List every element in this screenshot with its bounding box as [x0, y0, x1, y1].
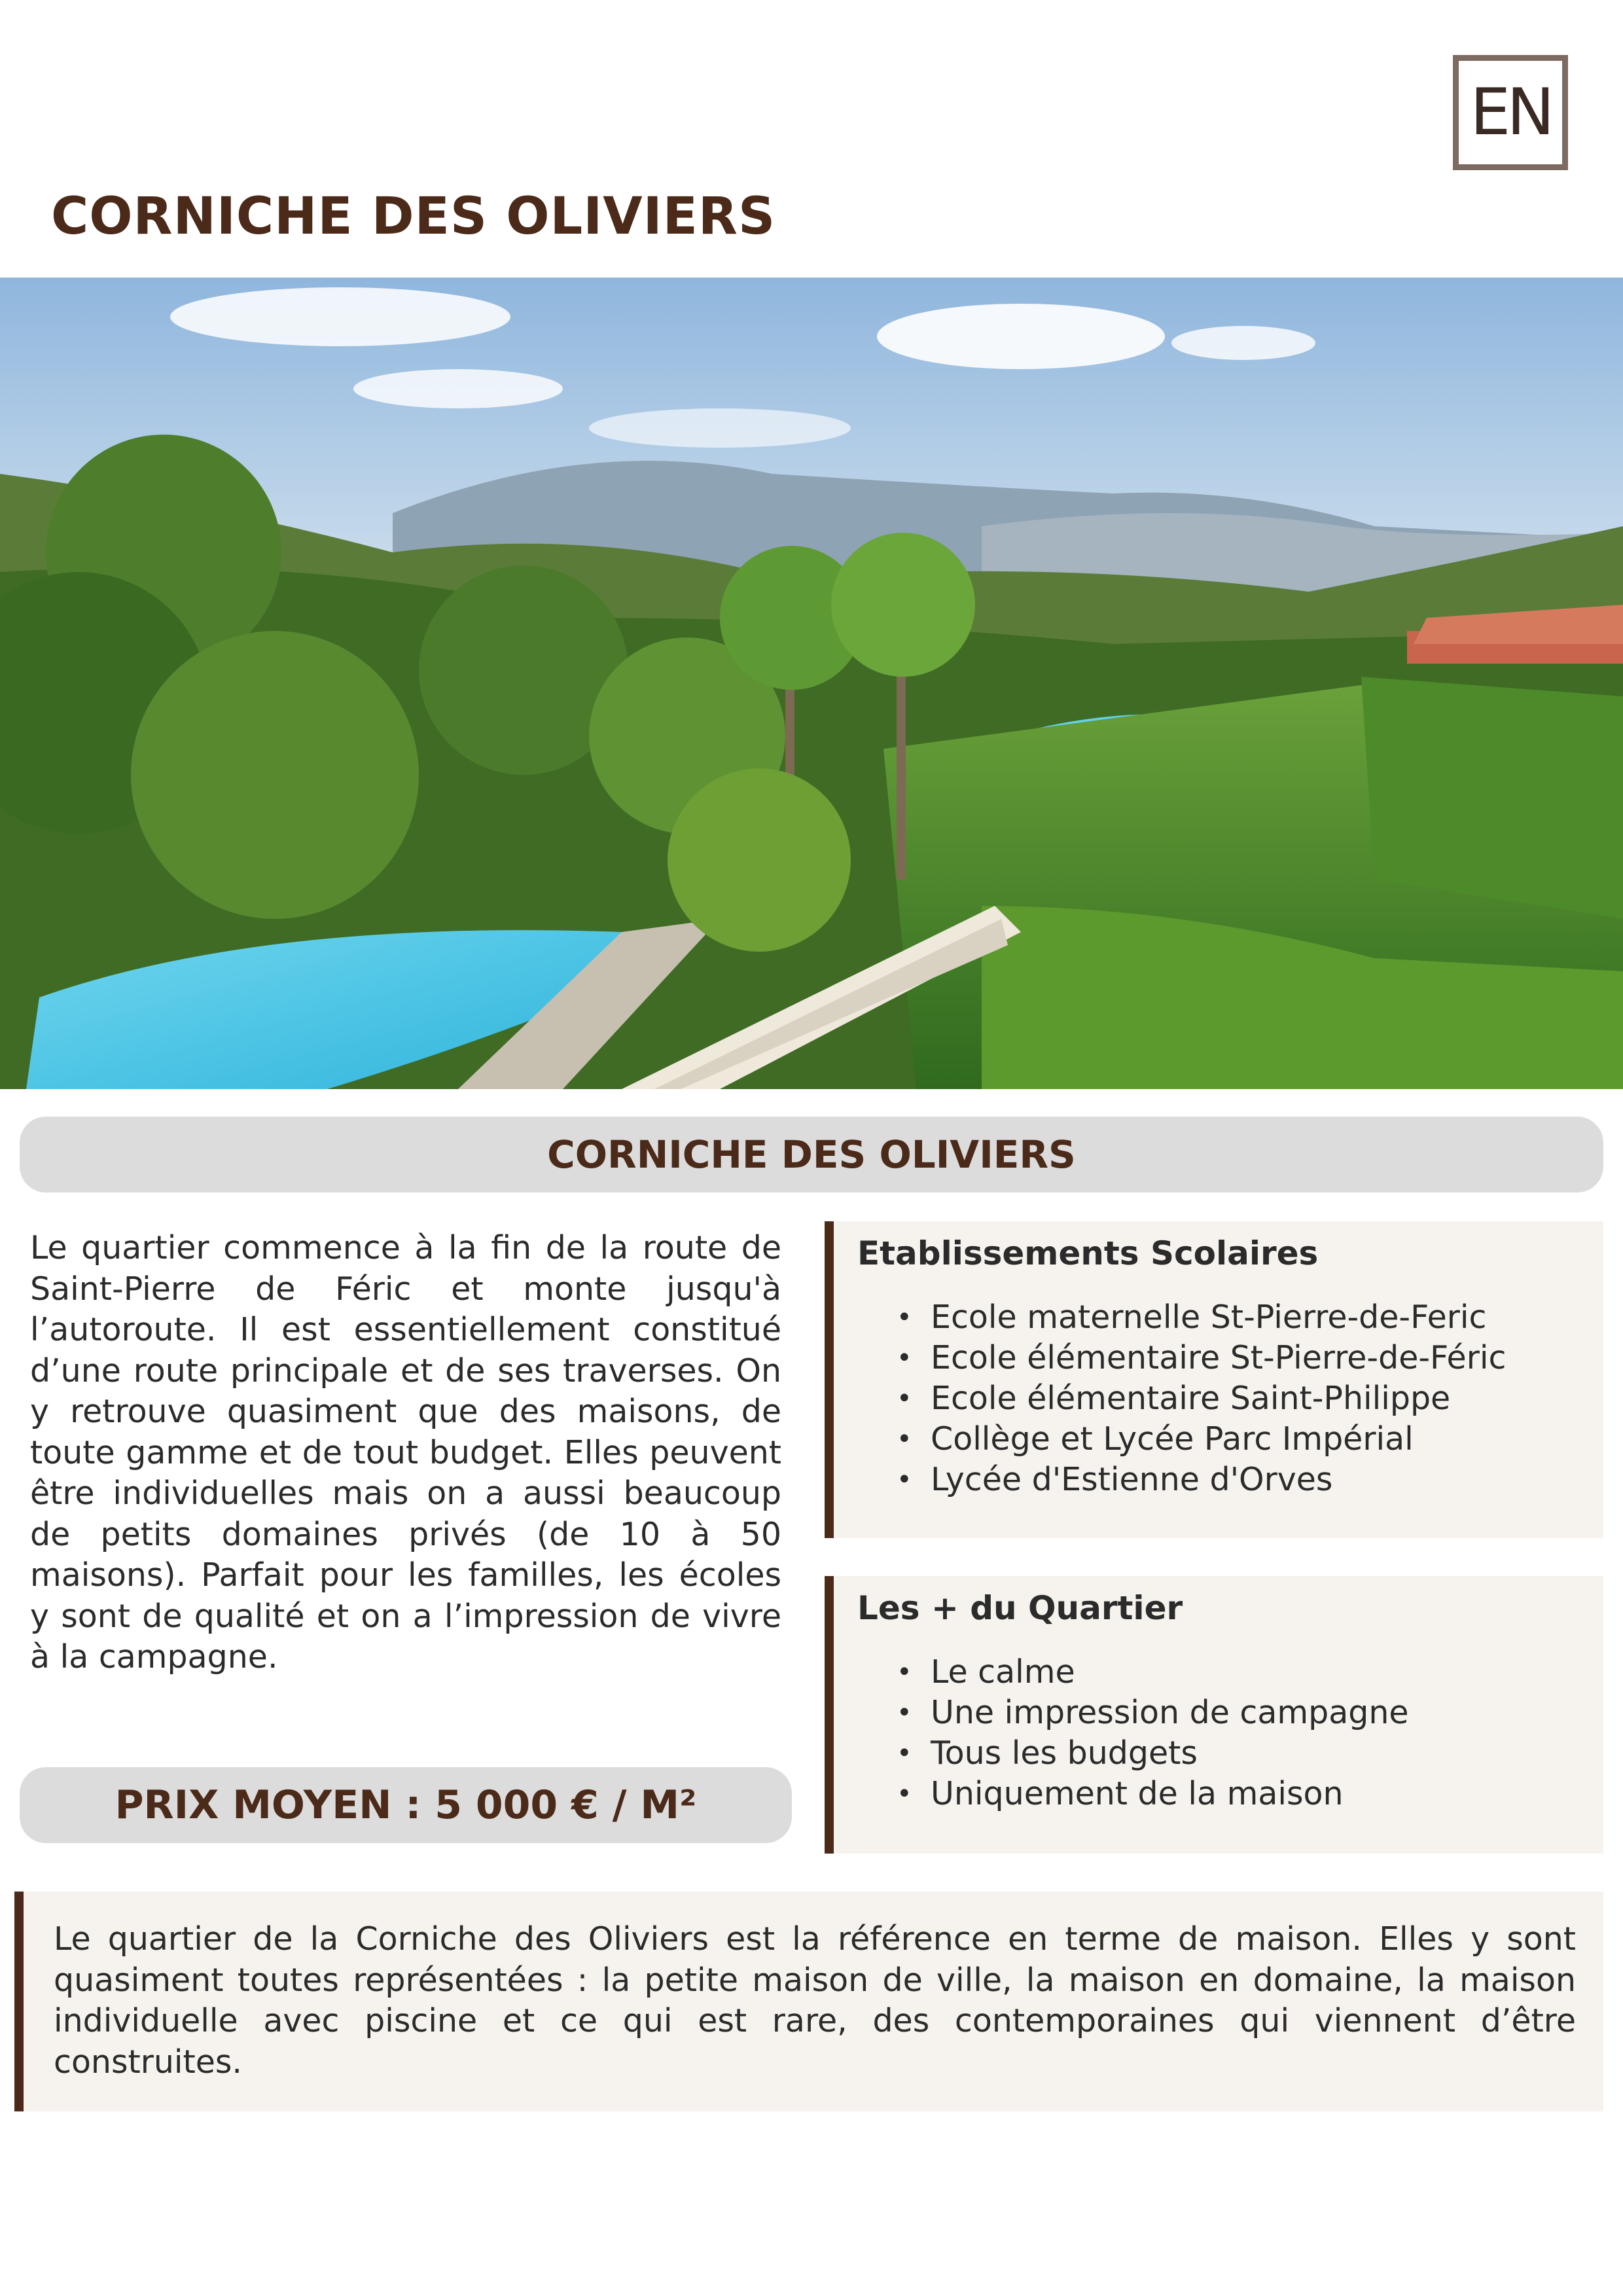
- plus-title: Les + du Quartier: [857, 1589, 1183, 1627]
- intro-paragraph: Le quartier commence à la fin de la route de Saint-Pierre de Féric et monte jusqu'à l’autoroute. Il est essentiellement constitué d’une route principale et de ses traverses. On y retrouve quasiment que des maisons, de toute gamme et de tout budget. Elles peuvent être individuelles mais on a aussi beaucoup de petits domaines privés (de 10 à 50 maisons). Parfait pour les familles, les écoles y sont de qualité et on a l’impression de vivre à la campagne.: [30, 1229, 781, 1676]
- plus-item: • Tous les budgets: [897, 1733, 1603, 1774]
- school-item: • Ecole élémentaire St-Pierre-de-Féric: [897, 1338, 1603, 1378]
- school-item: • Collège et Lycée Parc Impérial: [897, 1419, 1603, 1460]
- section-title: CORNICHE DES OLIVIERS: [547, 1132, 1076, 1177]
- average-price: PRIX MOYEN : 5 000 € / M²: [115, 1782, 697, 1828]
- hero-photo: [0, 278, 1623, 1089]
- school-item: • Ecole maternelle St-Pierre-de-Feric: [897, 1297, 1603, 1338]
- page-title: CORNICHE DES OLIVIERS: [51, 187, 776, 246]
- school-item: • Ecole élémentaire Saint-Philippe: [897, 1378, 1603, 1419]
- schools-panel: [825, 1221, 1603, 1538]
- landscape-illustration: [0, 278, 1623, 1089]
- summary-box: [14, 1892, 1603, 2111]
- schools-list: [857, 1297, 1603, 1500]
- logo-mark: EN: [1470, 75, 1551, 150]
- summary-paragraph: Le quartier de la Corniche des Oliviers est la référence en terme de maison. Elles y sont quasiment toutes représentées : la petite maison de ville, la maison en domaine, la maison individuelle avec piscine et ce qui est rare, des contemporaines qui viennent d’être construites.: [54, 1920, 1576, 2081]
- schools-title: Etablissements Scolaires: [857, 1234, 1319, 1272]
- average-price-bar: [20, 1767, 792, 1843]
- school-item: • Lycée d'Estienne d'Orves: [897, 1460, 1603, 1500]
- plus-item: • Une impression de campagne: [897, 1693, 1603, 1733]
- brand-logo: [1453, 55, 1568, 170]
- neighborhood-plus-panel: [825, 1576, 1603, 1854]
- section-title-bar: [20, 1117, 1603, 1193]
- plus-item: • Le calme: [897, 1652, 1603, 1693]
- plus-list: [857, 1652, 1603, 1814]
- plus-item: • Uniquement de la maison: [897, 1774, 1603, 1814]
